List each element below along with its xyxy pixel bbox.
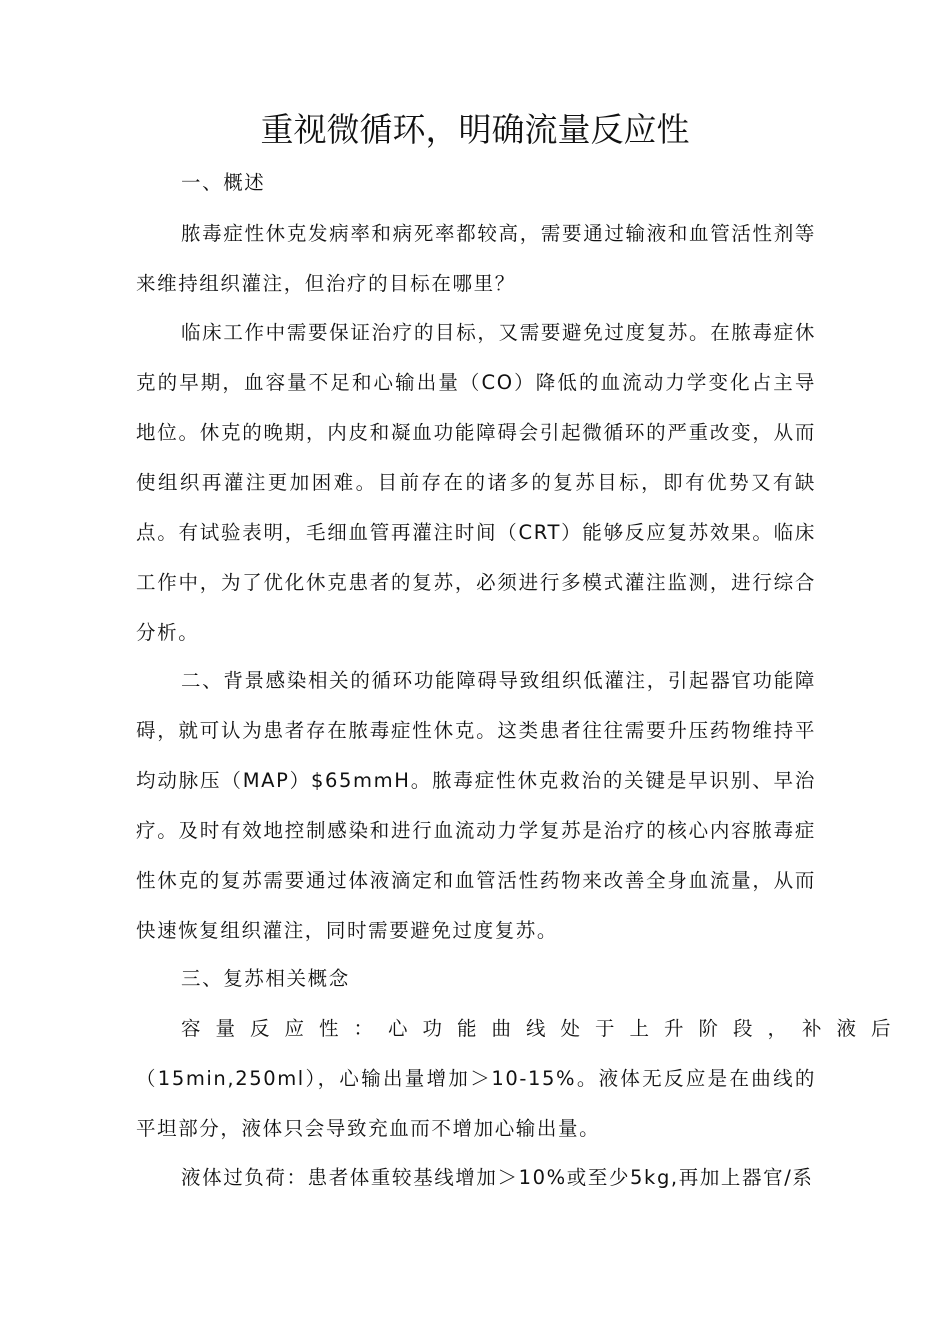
paragraph-fluid-responsiveness [136,1004,906,1154]
fluid-responsiveness-rest: （15min,250ml），心输出量增加＞10-15%。液体无反应是在曲线的平坦部分，液体只会导致充血而不增加心输出量。 [136,1067,816,1140]
paragraph-intro: 脓毒症性休克发病率和病死率都较高，需要通过输液和血管活性剂等来维持组织灌注，但治疗的目标在哪里？ [136,222,816,295]
section-heading-concepts: 三、复苏相关概念 [181,967,350,990]
fluid-responsiveness-first-line: 容量反应性：心功能曲线处于上升阶段，补液后 [181,1017,906,1040]
section-heading-overview: 一、概述 [181,171,266,194]
paragraph-background: 二、背景感染相关的循环功能障碍导致组织低灌注，引起器官功能障碍，就可认为患者存在脓毒症性休克。这类患者往往需要升压药物维持平均动脉压（MAP）$65mmH。脓毒症性休克救治的关键是早识别、早治疗。及时有效地控制感染和进行血流动力学复苏是治疗的核心内容脓毒症性休克的复苏需要通过体液滴定和血管活性药物来改善全身血流量，从而快速恢复组织灌注，同时需要避免过度复苏。 [136,669,816,942]
paragraph-fluid-overload: 液体过负荷：患者体重较基线增加＞10%或至少5kg,再加上器官/系 [181,1166,814,1189]
document-title: 重视微循环，明确流量反应性 [260,110,690,149]
paragraph-clinical-goals: 临床工作中需要保证治疗的目标，又需要避免过度复苏。在脓毒症休克的早期，血容量不足和心输出量（CO）降低的血流动力学变化占主导地位。休克的晚期，内皮和凝血功能障碍会引起微循环的严重改变，从而使组织再灌注更加困难。目前存在的诸多的复苏目标，即有优势又有缺点。有试验表明，毛细血管再灌注时间（CRT）能够反应复苏效果。临床工作中，为了优化休克患者的复苏，必须进行多模式灌注监测，进行综合分析。 [136,321,816,644]
